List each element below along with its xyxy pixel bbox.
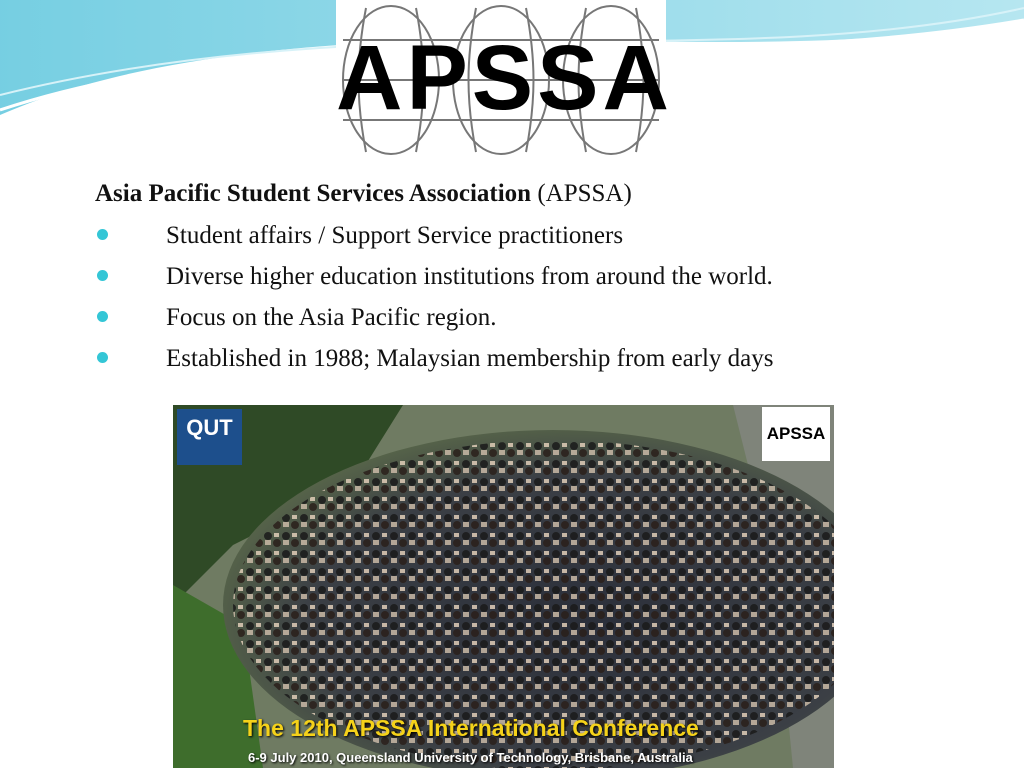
conference-banner-title: The 12th APSSA International Conference — [243, 715, 699, 741]
conference-banner-subtitle: 6-9 July 2010, Queensland University of Technology, Brisbane, Australia — [248, 750, 693, 765]
conference-group-photo — [173, 405, 834, 768]
bullet-dot-icon — [97, 311, 108, 322]
logo-text: APSSA — [336, 27, 673, 129]
list-item — [95, 216, 975, 257]
bullet-text: Diverse higher education institutions from around the world. — [166, 263, 773, 290]
crowd-photo-illustration — [173, 405, 834, 768]
bullet-text: Established in 1988; Malaysian membership from early days — [166, 345, 774, 372]
bullet-text: Focus on the Asia Pacific region. — [166, 304, 497, 331]
bullet-text: Student affairs / Support Service practitioners — [166, 222, 624, 249]
slide-body — [95, 176, 975, 380]
bullet-dot-icon — [97, 352, 108, 363]
bullet-list — [95, 216, 975, 380]
apssa-logo — [336, 0, 673, 160]
qut-logo: QUT — [177, 409, 242, 465]
list-item — [95, 298, 975, 339]
heading-bold: Asia Pacific Student Services Association — [95, 180, 532, 207]
slide-heading — [95, 176, 975, 212]
heading-rest: (APSSA) — [531, 180, 632, 207]
list-item — [95, 339, 975, 380]
bullet-dot-icon — [97, 229, 108, 240]
list-item — [95, 257, 975, 298]
apssa-small-logo: APSSA — [762, 407, 830, 461]
bullet-dot-icon — [97, 270, 108, 281]
